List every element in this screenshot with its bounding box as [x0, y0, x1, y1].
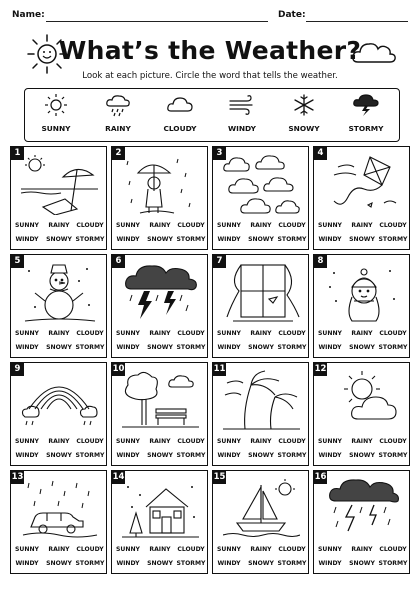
answer-choice-snowy[interactable]: SNOWY [248, 560, 274, 567]
legend-label: SNOWY [288, 124, 320, 133]
answer-choice-snowy[interactable]: SNOWY [248, 452, 274, 459]
answer-choice-snowy[interactable]: SNOWY [46, 560, 72, 567]
palm-trees-wind-icon [223, 369, 300, 431]
cloud-icon [350, 38, 398, 66]
answer-choice-windy[interactable]: WINDY [15, 560, 39, 567]
answer-choice-windy[interactable]: WINDY [318, 236, 342, 243]
picture-number: 13 [11, 472, 24, 482]
answer-choice-cloudy[interactable]: CLOUDY [278, 438, 306, 445]
storm-cloud-icon [352, 93, 380, 117]
date-label: Date: [278, 10, 306, 20]
answer-choice-snowy[interactable]: SNOWY [147, 452, 173, 459]
legend-label: CLOUDY [163, 124, 197, 133]
picture-number: 7 [213, 255, 226, 268]
legend-item-rainy [87, 89, 149, 141]
legend-item-cloudy [149, 89, 211, 141]
answer-choice-snowy[interactable]: SNOWY [46, 452, 72, 459]
answer-choice-cloudy[interactable]: CLOUDY [278, 330, 306, 337]
legend-label: RAINY [105, 124, 131, 133]
answer-choice-windy[interactable]: WINDY [217, 344, 241, 351]
picture-card [313, 146, 410, 250]
snowflake-icon [290, 93, 318, 117]
date-field[interactable] [306, 21, 408, 22]
picture-card [10, 470, 107, 574]
beach-umbrella-sun-icon [21, 153, 98, 215]
answer-choice-snowy[interactable]: SNOWY [349, 452, 375, 459]
answer-choice-windy[interactable]: WINDY [318, 452, 342, 459]
answer-choice-stormy[interactable]: STORMY [378, 560, 408, 567]
answer-choice-cloudy[interactable]: CLOUDY [278, 546, 306, 553]
picture-number: 16 [314, 472, 327, 482]
dark-cloud-lightning-icon [324, 477, 401, 539]
picture-card [212, 146, 309, 250]
answer-choice-sunny[interactable]: SUNNY [116, 438, 140, 445]
answer-choice-windy[interactable]: WINDY [116, 452, 140, 459]
answer-choice-sunny[interactable]: SUNNY [318, 438, 342, 445]
answer-choice-windy[interactable]: WINDY [15, 236, 39, 243]
answer-choice-rainy[interactable]: RAINY [351, 330, 373, 337]
answer-choice-windy[interactable]: WINDY [116, 344, 140, 351]
answer-choice-windy[interactable]: WINDY [217, 236, 241, 243]
answer-choice-rainy[interactable]: RAINY [149, 222, 171, 229]
answer-choice-cloudy[interactable]: CLOUDY [177, 438, 205, 445]
picture-card [10, 146, 107, 250]
answer-choice-stormy[interactable]: STORMY [75, 560, 105, 567]
picture-card [10, 254, 107, 358]
answer-choice-snowy[interactable]: SNOWY [46, 344, 72, 351]
answer-choice-snowy[interactable]: SNOWY [349, 344, 375, 351]
picture-number: 15 [213, 472, 226, 482]
answer-choice-sunny[interactable]: SUNNY [15, 222, 39, 229]
answer-choice-rainy[interactable]: RAINY [250, 222, 272, 229]
answer-choice-stormy[interactable]: STORMY [378, 236, 408, 243]
answer-choice-stormy[interactable]: STORMY [176, 236, 206, 243]
many-clouds-icon [223, 153, 300, 215]
child-umbrella-rain-icon [122, 153, 199, 215]
answer-choice-cloudy[interactable]: CLOUDY [379, 330, 407, 337]
cloud-icon [166, 93, 194, 117]
sailboat-sun-icon [223, 477, 300, 539]
answer-choice-stormy[interactable]: STORMY [75, 344, 105, 351]
answer-choice-cloudy[interactable]: CLOUDY [379, 222, 407, 229]
answer-choice-sunny[interactable]: SUNNY [116, 330, 140, 337]
answer-choice-rainy[interactable]: RAINY [351, 438, 373, 445]
answer-choice-sunny[interactable]: SUNNY [217, 222, 241, 229]
answer-choice-stormy[interactable]: STORMY [378, 344, 408, 351]
answer-choice-rainy[interactable]: RAINY [48, 438, 70, 445]
answer-choice-rainy[interactable]: RAINY [149, 438, 171, 445]
rain-cloud-icon [104, 93, 132, 117]
picture-card [313, 362, 410, 466]
answer-choice-stormy[interactable]: STORMY [75, 236, 105, 243]
picture-card [313, 254, 410, 358]
answer-choice-cloudy[interactable]: CLOUDY [177, 222, 205, 229]
answer-choice-sunny[interactable]: SUNNY [116, 546, 140, 553]
answer-choice-snowy[interactable]: SNOWY [248, 344, 274, 351]
answer-choice-cloudy[interactable]: CLOUDY [76, 222, 104, 229]
answer-choice-sunny[interactable]: SUNNY [15, 546, 39, 553]
house-snow-icon [122, 477, 199, 539]
picture-card [212, 470, 309, 574]
answer-choice-snowy[interactable]: SNOWY [46, 236, 72, 243]
answer-choice-sunny[interactable]: SUNNY [217, 546, 241, 553]
answer-choice-cloudy[interactable]: CLOUDY [76, 546, 104, 553]
answer-choice-windy[interactable]: WINDY [116, 236, 140, 243]
answer-choice-stormy[interactable]: STORMY [378, 452, 408, 459]
page-title: What’s the Weather? [58, 36, 362, 65]
answer-choice-snowy[interactable]: SNOWY [349, 236, 375, 243]
answer-choice-cloudy[interactable]: CLOUDY [76, 330, 104, 337]
picture-number: 3 [213, 147, 226, 160]
picture-number: 14 [112, 472, 125, 482]
kite-wind-icon [324, 153, 401, 215]
answer-choice-sunny[interactable]: SUNNY [116, 222, 140, 229]
answer-choice-cloudy[interactable]: CLOUDY [76, 438, 104, 445]
answer-choice-rainy[interactable]: RAINY [149, 330, 171, 337]
answer-choice-cloudy[interactable]: CLOUDY [177, 330, 205, 337]
rainbow-rain-clouds-icon [21, 369, 98, 431]
answer-choice-stormy[interactable]: STORMY [75, 452, 105, 459]
answer-choice-sunny[interactable]: SUNNY [15, 438, 39, 445]
picture-number: 5 [11, 255, 24, 268]
answer-choice-cloudy[interactable]: CLOUDY [177, 546, 205, 553]
answer-choice-sunny[interactable]: SUNNY [217, 438, 241, 445]
legend-item-stormy [335, 89, 397, 141]
picture-card [10, 362, 107, 466]
picture-grid [10, 146, 410, 578]
picture-number: 9 [11, 363, 24, 376]
window-blowing-curtains-icon [223, 261, 300, 323]
picture-number: 11 [213, 364, 226, 374]
answer-choice-stormy[interactable]: STORMY [277, 560, 307, 567]
name-date-row [12, 10, 408, 24]
answer-choice-stormy[interactable]: STORMY [176, 560, 206, 567]
legend-label: SUNNY [41, 124, 71, 133]
answer-choice-snowy[interactable]: SNOWY [349, 560, 375, 567]
answer-choice-stormy[interactable]: STORMY [176, 452, 206, 459]
name-field[interactable] [46, 21, 268, 22]
picture-number: 4 [314, 147, 327, 160]
answer-choice-snowy[interactable]: SNOWY [248, 236, 274, 243]
legend-item-windy [211, 89, 273, 141]
storm-cloud-lightning-icon [122, 261, 199, 323]
picture-number: 12 [314, 364, 327, 374]
tree-bench-cloud-icon [122, 369, 199, 431]
picture-number: 6 [112, 255, 125, 268]
answer-choice-sunny[interactable]: SUNNY [318, 330, 342, 337]
snowman-icon [21, 261, 98, 323]
answer-choice-rainy[interactable]: RAINY [48, 330, 70, 337]
answer-choice-rainy[interactable]: RAINY [48, 222, 70, 229]
answer-choice-sunny[interactable]: SUNNY [318, 222, 342, 229]
legend-label: STORMY [348, 124, 384, 133]
wind-icon [228, 93, 256, 117]
answer-choice-snowy[interactable]: SNOWY [147, 236, 173, 243]
answer-choice-rainy[interactable]: RAINY [250, 330, 272, 337]
answer-choice-windy[interactable]: WINDY [318, 344, 342, 351]
answer-choice-windy[interactable]: WINDY [217, 560, 241, 567]
answer-choice-windy[interactable]: WINDY [15, 452, 39, 459]
picture-number: 2 [112, 147, 125, 160]
answer-choice-stormy[interactable]: STORMY [277, 344, 307, 351]
picture-card [313, 470, 410, 574]
weather-legend [24, 88, 400, 142]
answer-choice-sunny[interactable]: SUNNY [318, 546, 342, 553]
answer-choice-windy[interactable]: WINDY [318, 560, 342, 567]
answer-choice-rainy[interactable]: RAINY [250, 546, 272, 553]
answer-choice-rainy[interactable]: RAINY [351, 546, 373, 553]
picture-card [212, 254, 309, 358]
answer-choice-cloudy[interactable]: CLOUDY [278, 222, 306, 229]
picture-number: 10 [112, 364, 125, 374]
instructions: Look at each picture. Circle the word that tells the weather. [82, 71, 338, 81]
picture-card [111, 254, 208, 358]
legend-item-sunny [25, 89, 87, 141]
answer-choice-rainy[interactable]: RAINY [351, 222, 373, 229]
picture-number: 8 [314, 255, 327, 268]
answer-choice-snowy[interactable]: SNOWY [147, 560, 173, 567]
legend-item-snowy [273, 89, 335, 141]
answer-choice-rainy[interactable]: RAINY [250, 438, 272, 445]
answer-choice-rainy[interactable]: RAINY [149, 546, 171, 553]
answer-choice-stormy[interactable]: STORMY [176, 344, 206, 351]
picture-card [111, 146, 208, 250]
sun-icon [42, 93, 70, 117]
answer-choice-windy[interactable]: WINDY [217, 452, 241, 459]
answer-choice-stormy[interactable]: STORMY [277, 236, 307, 243]
name-label: Name: [12, 10, 45, 20]
picture-number: 1 [11, 147, 24, 160]
picture-card [212, 362, 309, 466]
answer-choice-windy[interactable]: WINDY [15, 344, 39, 351]
sun-behind-cloud-icon [324, 369, 401, 431]
answer-choice-cloudy[interactable]: CLOUDY [379, 546, 407, 553]
answer-choice-snowy[interactable]: SNOWY [147, 344, 173, 351]
legend-label: WINDY [227, 124, 257, 133]
answer-choice-stormy[interactable]: STORMY [277, 452, 307, 459]
child-winter-hat-snow-icon [324, 261, 401, 323]
answer-choice-sunny[interactable]: SUNNY [217, 330, 241, 337]
picture-card [111, 362, 208, 466]
answer-choice-rainy[interactable]: RAINY [48, 546, 70, 553]
answer-choice-cloudy[interactable]: CLOUDY [379, 438, 407, 445]
answer-choice-windy[interactable]: WINDY [116, 560, 140, 567]
picture-card [111, 470, 208, 574]
car-in-rain-icon [21, 477, 98, 539]
answer-choice-sunny[interactable]: SUNNY [15, 330, 39, 337]
